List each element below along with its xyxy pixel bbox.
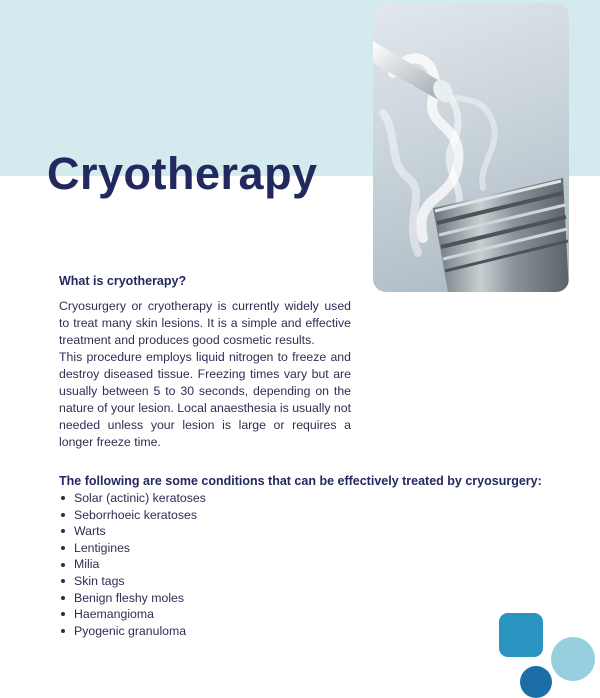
- list-item: Pyogenic granuloma: [59, 623, 206, 640]
- bullet-icon: [61, 563, 65, 567]
- list-item: Skin tags: [59, 573, 206, 590]
- list-item: Haemangioma: [59, 606, 206, 623]
- list-item: Milia: [59, 556, 206, 573]
- bullet-icon: [61, 529, 65, 533]
- intro-text: [59, 298, 351, 451]
- intro-paragraph: This procedure employs liquid nitrogen to freeze and destroy diseased tissue. Freezing times vary but are usually between 5 to 30 seconds, depending on the nature of your lesion. Local anaesthesia is usually not needed unless your lesion is large or requires a longer freeze time.: [59, 350, 351, 449]
- conditions-list: [59, 490, 206, 639]
- intro-heading: What is cryotherapy?: [59, 274, 187, 288]
- list-item: Seborrhoeic keratoses: [59, 507, 206, 524]
- cryotherapy-photo: [373, 3, 569, 292]
- list-item: Solar (actinic) keratoses: [59, 490, 206, 507]
- decorative-square: [499, 613, 543, 657]
- decorative-half-circle: [520, 666, 552, 698]
- bullet-icon: [61, 596, 65, 600]
- list-item: Warts: [59, 523, 206, 540]
- decorative-circle: [551, 637, 595, 681]
- list-item: Benign fleshy moles: [59, 590, 206, 607]
- conditions-heading: The following are some conditions that can be effectively treated by cryosurgery:: [59, 474, 542, 488]
- bullet-icon: [61, 496, 65, 500]
- cryo-vapor-illustration: [373, 3, 569, 292]
- page-title: Cryotherapy: [47, 148, 318, 199]
- bullet-icon: [61, 579, 65, 583]
- bullet-icon: [61, 629, 65, 633]
- intro-paragraph: Cryosurgery or cryotherapy is currently widely used to treat many skin lesions. It is a simple and effective treatment and produces good cosmetic results.: [59, 299, 351, 347]
- bullet-icon: [61, 612, 65, 616]
- bullet-icon: [61, 513, 65, 517]
- list-item: Lentigines: [59, 540, 206, 557]
- bullet-icon: [61, 546, 65, 550]
